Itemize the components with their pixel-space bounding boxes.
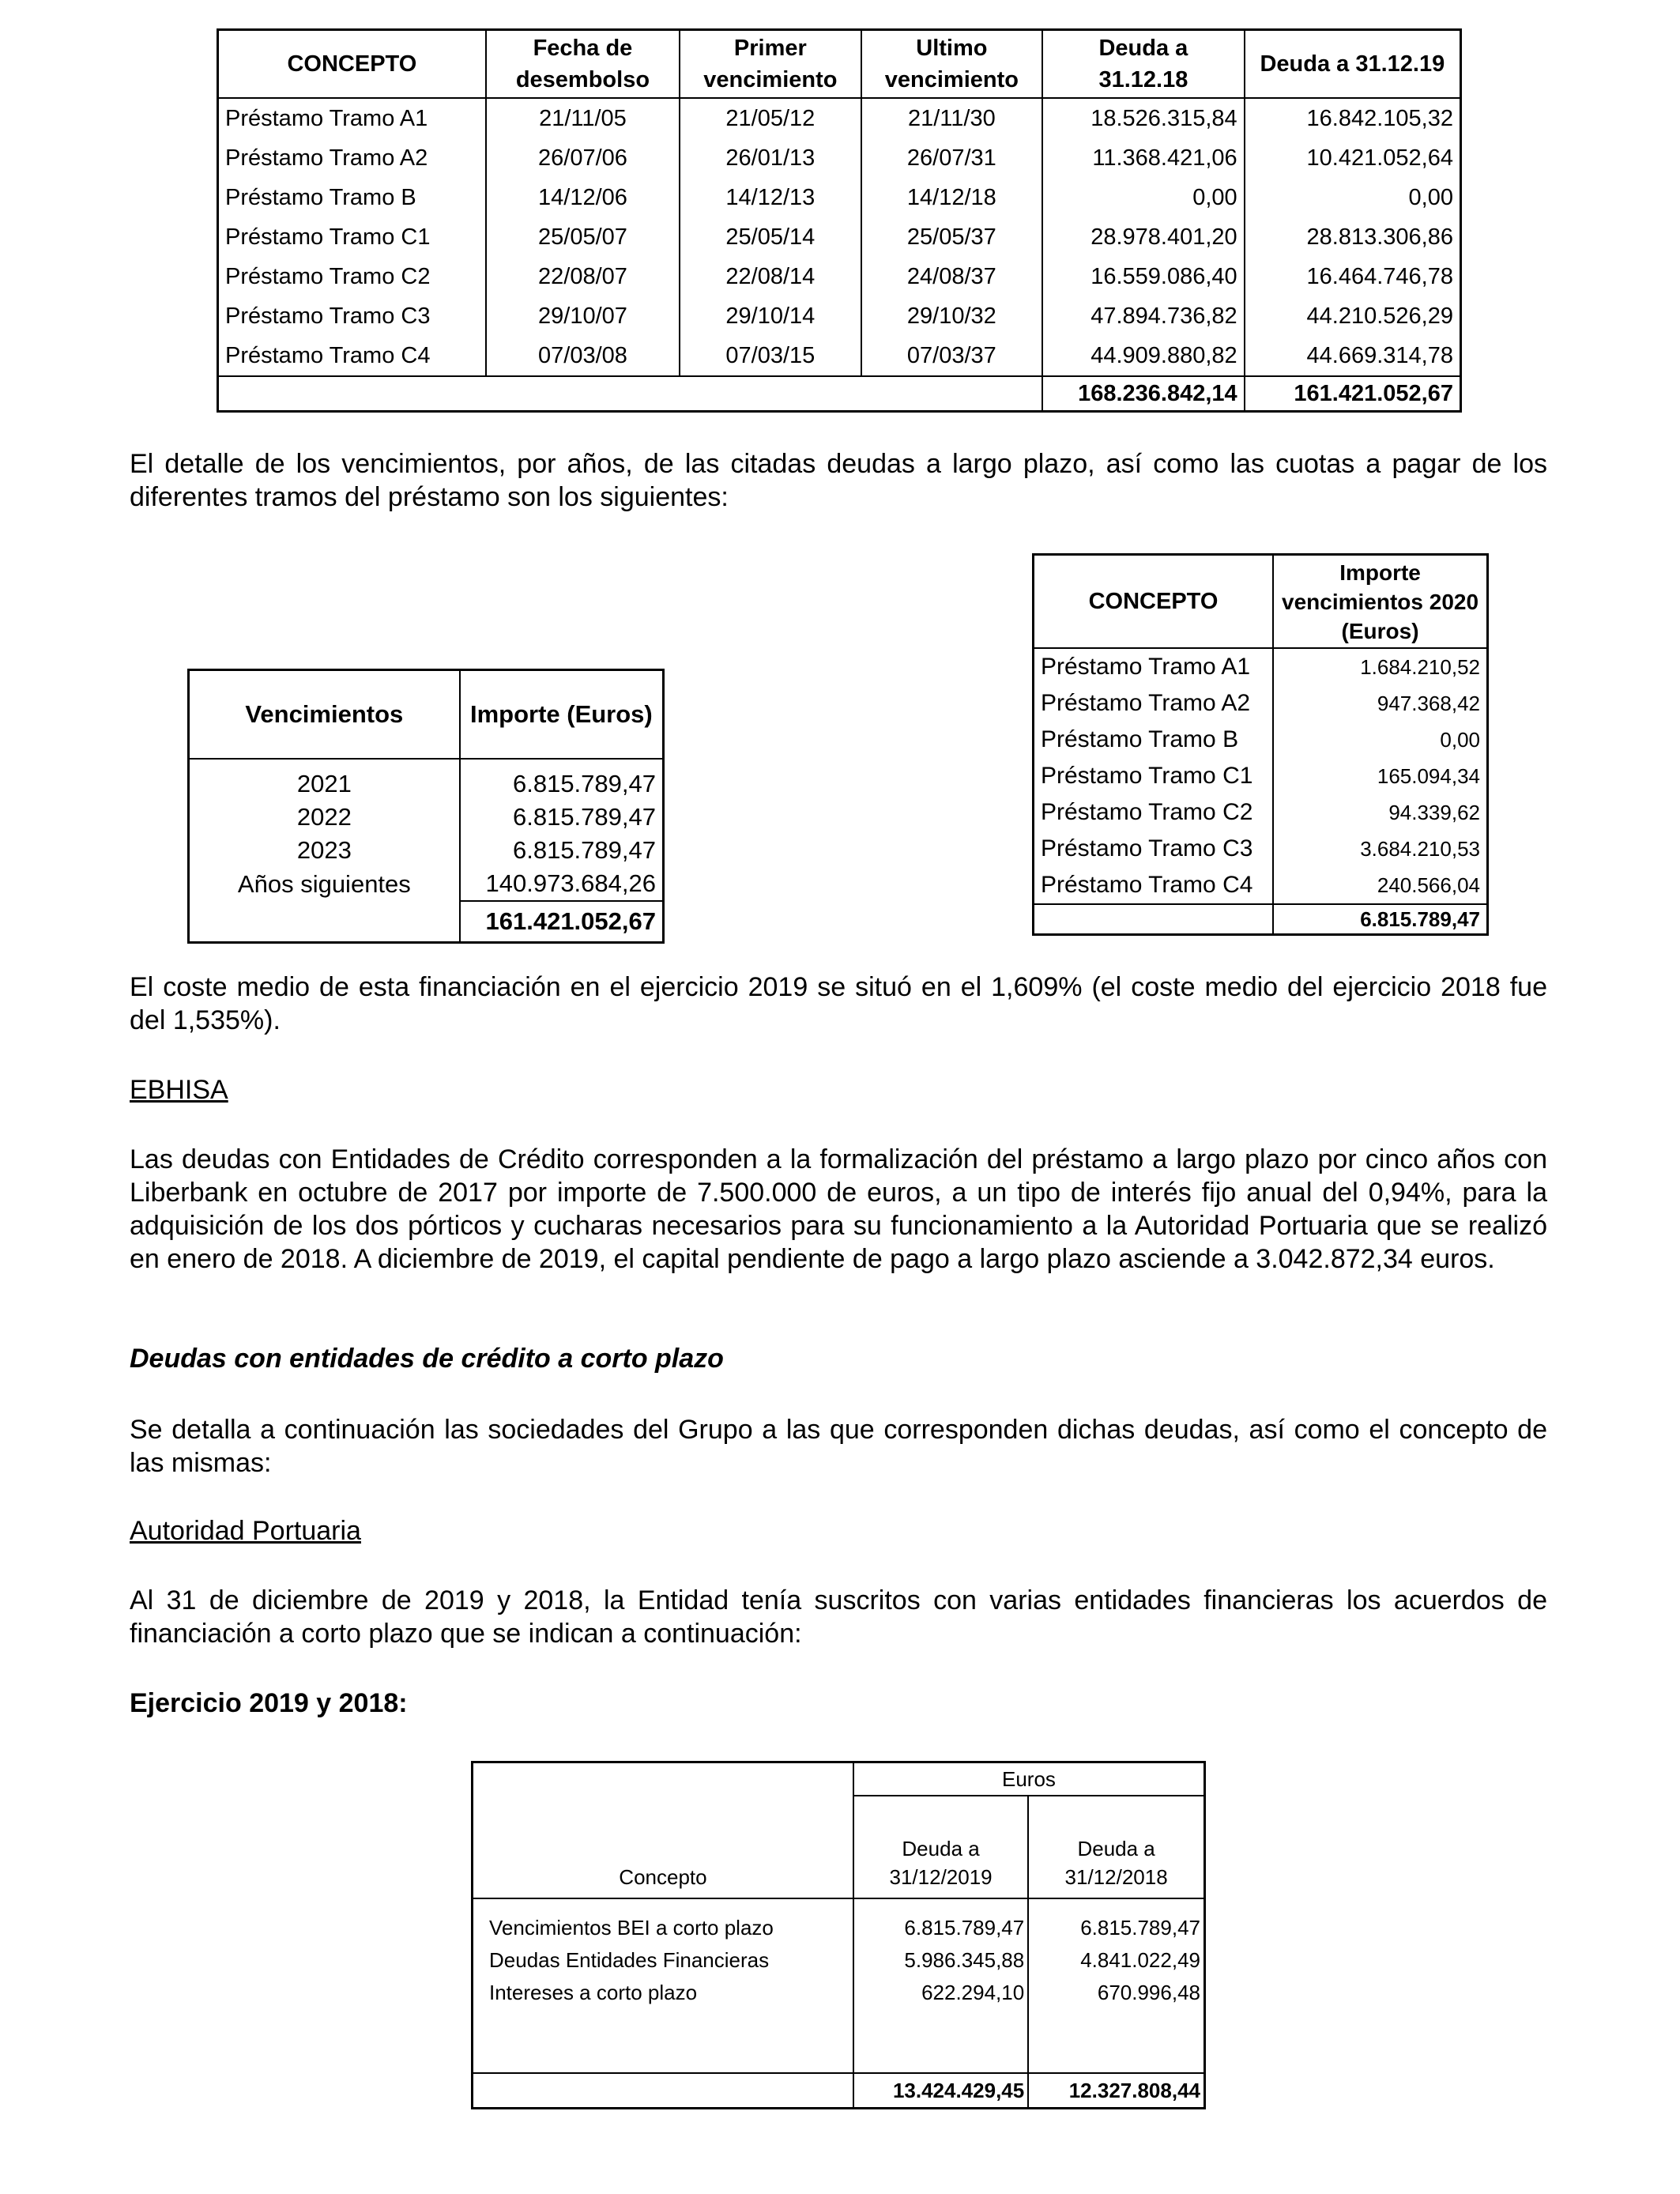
header-concepto: CONCEPTO bbox=[1034, 555, 1274, 649]
table-row bbox=[189, 801, 664, 834]
importe-2020-cell: 94.339,62 bbox=[1273, 794, 1487, 831]
corto-plazo-table bbox=[471, 1761, 1206, 2109]
ultimo-vencimiento-cell: 14/12/18 bbox=[861, 178, 1043, 217]
table-row bbox=[1034, 722, 1488, 758]
header-concepto: Concepto bbox=[473, 1762, 853, 1899]
concepto-cell: Préstamo Tramo B bbox=[218, 178, 486, 217]
table-row bbox=[218, 138, 1461, 178]
table-row bbox=[1034, 794, 1488, 831]
table-total-row bbox=[1034, 904, 1488, 935]
importe-2020-cell: 1.684.210,52 bbox=[1273, 648, 1487, 685]
ultimo-vencimiento-cell: 29/10/32 bbox=[861, 296, 1043, 336]
table-header-row bbox=[189, 670, 664, 760]
table-row bbox=[1034, 685, 1488, 722]
primer-vencimiento-cell: 14/12/13 bbox=[680, 178, 861, 217]
deuda-2019-cell: 0,00 bbox=[1245, 178, 1461, 217]
header-primer-vencimiento: Primer vencimiento bbox=[680, 30, 861, 99]
table-row bbox=[218, 296, 1461, 336]
deuda-2018-cell: 18.526.315,84 bbox=[1042, 98, 1245, 138]
concepto-cell: Préstamo Tramo A2 bbox=[218, 138, 486, 178]
concepto-cell: Vencimientos BEI a corto plazo bbox=[473, 1912, 853, 1944]
concepto-cell: Préstamo Tramo B bbox=[1034, 722, 1274, 758]
header-concepto: CONCEPTO bbox=[218, 30, 486, 99]
total-2019: 161.421.052,67 bbox=[1245, 376, 1461, 412]
header-deuda-2018: Deuda a 31/12/2018 bbox=[1028, 1796, 1204, 1898]
header-vencimientos: Vencimientos bbox=[189, 670, 460, 760]
header-ultimo-vencimiento: Ultimo vencimiento bbox=[861, 30, 1043, 99]
header-importe: Importe (Euros) bbox=[460, 670, 664, 760]
paragraph-ebhisa: Las deudas con Entidades de Crédito corresponden a la formalización del préstamo a largo plazo por cinco años con Liberbank en octubre de 2017 por importe de 7.500.000 de euros, a un tipo de interés fijo anual del 0,94%, para la adquisición de los dos pórticos y cucharas necesarios para su funcionamiento a la Autoridad Portuaria que se realizó en enero de 2018. A diciembre de 2019, el capital pendiente de pago a largo plazo asciende a 3.042.872,34 euros. bbox=[130, 1144, 1547, 1274]
table-header-row bbox=[1034, 555, 1488, 649]
fecha-desembolso-cell: 26/07/06 bbox=[486, 138, 680, 178]
paragraph-sociedades-grupo: Se detalla a continuación las sociedades del Grupo a las que corresponden dichas deudas, así como el concepto de las mismas: bbox=[130, 1415, 1547, 1478]
deuda-2019-cell: 44.669.314,78 bbox=[1245, 336, 1461, 376]
primer-vencimiento-cell: 26/01/13 bbox=[680, 138, 861, 178]
heading-deudas-corto-plazo: Deudas con entidades de crédito a corto plazo bbox=[130, 1344, 724, 1374]
deuda-2019-cell: 16.842.105,32 bbox=[1245, 98, 1461, 138]
header-deuda-2019: Deuda a 31.12.19 bbox=[1245, 30, 1461, 99]
header-deuda-2018: Deuda a 31.12.18 bbox=[1042, 30, 1245, 99]
ultimo-vencimiento-cell: 07/03/37 bbox=[861, 336, 1043, 376]
deuda-2018-cell: 670.996,48 bbox=[1028, 1977, 1204, 2009]
fecha-desembolso-cell: 29/10/07 bbox=[486, 296, 680, 336]
importe-cell: 6.815.789,47 bbox=[460, 801, 664, 834]
table-row bbox=[189, 759, 664, 801]
primer-vencimiento-cell: 07/03/15 bbox=[680, 336, 861, 376]
concepto-cell: Préstamo Tramo C4 bbox=[218, 336, 486, 376]
vencimiento-cell: 2023 bbox=[189, 834, 460, 867]
primer-vencimiento-cell: 21/05/12 bbox=[680, 98, 861, 138]
table-header-row bbox=[218, 30, 1461, 99]
table-row bbox=[473, 1944, 1205, 1977]
importe-2020-cell: 3.684.210,53 bbox=[1273, 831, 1487, 867]
importe-cell: 6.815.789,47 bbox=[460, 834, 664, 867]
concepto-cell: Préstamo Tramo C3 bbox=[218, 296, 486, 336]
fecha-desembolso-cell: 07/03/08 bbox=[486, 336, 680, 376]
deuda-2018-cell: 0,00 bbox=[1042, 178, 1245, 217]
table-row bbox=[218, 257, 1461, 296]
fecha-desembolso-cell: 22/08/07 bbox=[486, 257, 680, 296]
header-deuda-2019: Deuda a 31/12/2019 bbox=[853, 1796, 1028, 1898]
importe-2020-cell: 165.094,34 bbox=[1273, 758, 1487, 794]
deuda-2018-cell: 4.841.022,49 bbox=[1028, 1944, 1204, 1977]
deuda-2019-cell: 622.294,10 bbox=[853, 1977, 1028, 2009]
concepto-cell: Préstamo Tramo C4 bbox=[1034, 867, 1274, 904]
deuda-2019-cell: 16.464.746,78 bbox=[1245, 257, 1461, 296]
table-row bbox=[189, 867, 664, 901]
importe-2020-cell: 0,00 bbox=[1273, 722, 1487, 758]
ultimo-vencimiento-cell: 24/08/37 bbox=[861, 257, 1043, 296]
heading-ejercicio: Ejercicio 2019 y 2018: bbox=[130, 1688, 408, 1718]
heading-ebhisa: EBHISA bbox=[130, 1075, 228, 1105]
deuda-2019-cell: 5.986.345,88 bbox=[853, 1944, 1028, 1977]
loan-tranches-table bbox=[217, 28, 1462, 413]
table-row bbox=[473, 1977, 1205, 2009]
deuda-2018-cell: 11.368.421,06 bbox=[1042, 138, 1245, 178]
concepto-cell: Préstamo Tramo A2 bbox=[1034, 685, 1274, 722]
deuda-2018-cell: 16.559.086,40 bbox=[1042, 257, 1245, 296]
table-row bbox=[473, 1912, 1205, 1944]
importe-cell: 6.815.789,47 bbox=[460, 759, 664, 801]
ultimo-vencimiento-cell: 21/11/30 bbox=[861, 98, 1043, 138]
paragraph-detalle-vencimientos: El detalle de los vencimientos, por años, de las citadas deudas a largo plazo, así como las cuotas a pagar de los diferentes tramos del préstamo son los siguientes: bbox=[130, 449, 1547, 512]
concepto-cell: Deudas Entidades Financieras bbox=[473, 1944, 853, 1977]
vencimiento-cell: 2022 bbox=[189, 801, 460, 834]
paragraph-acuerdos-financiacion: Al 31 de diciembre de 2019 y 2018, la Entidad tenía suscritos con varias entidades financieras los acuerdos de financiación a corto plazo que se indican a continuación: bbox=[130, 1585, 1547, 1649]
concepto-cell: Préstamo Tramo A1 bbox=[1034, 648, 1274, 685]
total-2018: 168.236.842,14 bbox=[1042, 376, 1245, 412]
deuda-2018-cell: 47.894.736,82 bbox=[1042, 296, 1245, 336]
concepto-cell: Préstamo Tramo C1 bbox=[1034, 758, 1274, 794]
vencimientos-2020-table bbox=[1032, 553, 1489, 936]
concepto-cell: Préstamo Tramo C3 bbox=[1034, 831, 1274, 867]
table-row bbox=[1034, 831, 1488, 867]
deuda-2019-cell: 10.421.052,64 bbox=[1245, 138, 1461, 178]
importe-2020-cell: 240.566,04 bbox=[1273, 867, 1487, 904]
table-row bbox=[1034, 867, 1488, 904]
deuda-2019-cell: 44.210.526,29 bbox=[1245, 296, 1461, 336]
deuda-2018-cell: 6.815.789,47 bbox=[1028, 1912, 1204, 1944]
fecha-desembolso-cell: 14/12/06 bbox=[486, 178, 680, 217]
deuda-2019-cell: 6.815.789,47 bbox=[853, 1912, 1028, 1944]
table-total-row bbox=[473, 2073, 1205, 2109]
total-2019: 13.424.429,45 bbox=[853, 2073, 1028, 2109]
total-2018: 12.327.808,44 bbox=[1028, 2073, 1204, 2109]
concepto-cell: Préstamo Tramo C2 bbox=[218, 257, 486, 296]
primer-vencimiento-cell: 29/10/14 bbox=[680, 296, 861, 336]
concepto-cell: Préstamo Tramo A1 bbox=[218, 98, 486, 138]
importe-cell: 140.973.684,26 bbox=[460, 867, 664, 901]
total-importe: 161.421.052,67 bbox=[460, 901, 664, 943]
deuda-2018-cell: 28.978.401,20 bbox=[1042, 217, 1245, 257]
table-row bbox=[1034, 648, 1488, 685]
deuda-2018-cell: 44.909.880,82 bbox=[1042, 336, 1245, 376]
vencimientos-table bbox=[187, 669, 665, 944]
primer-vencimiento-cell: 22/08/14 bbox=[680, 257, 861, 296]
total-importe-2020: 6.815.789,47 bbox=[1273, 904, 1487, 935]
primer-vencimiento-cell: 25/05/14 bbox=[680, 217, 861, 257]
table-row bbox=[189, 834, 664, 867]
fecha-desembolso-cell: 21/11/05 bbox=[486, 98, 680, 138]
table-row bbox=[218, 336, 1461, 376]
ultimo-vencimiento-cell: 26/07/31 bbox=[861, 138, 1043, 178]
vencimiento-cell: 2021 bbox=[189, 759, 460, 801]
concepto-cell: Intereses a corto plazo bbox=[473, 1977, 853, 2009]
table-total-row bbox=[189, 901, 664, 943]
fecha-desembolso-cell: 25/05/07 bbox=[486, 217, 680, 257]
ultimo-vencimiento-cell: 25/05/37 bbox=[861, 217, 1043, 257]
concepto-cell: Préstamo Tramo C1 bbox=[218, 217, 486, 257]
importe-2020-cell: 947.368,42 bbox=[1273, 685, 1487, 722]
table-total-row bbox=[218, 376, 1461, 412]
paragraph-coste-medio: El coste medio de esta financiación en el ejercicio 2019 se situó en el 1,609% (el coste medio del ejercicio 2018 fue del 1,535%). bbox=[130, 972, 1547, 1035]
header-importe-2020: Importe vencimientos 2020 (Euros) bbox=[1273, 555, 1487, 649]
table-row bbox=[1034, 758, 1488, 794]
header-euros: Euros bbox=[853, 1762, 1205, 1796]
table-row bbox=[218, 217, 1461, 257]
header-fecha-desembolso: Fecha de desembolso bbox=[486, 30, 680, 99]
concepto-cell: Préstamo Tramo C2 bbox=[1034, 794, 1274, 831]
vencimiento-cell: Años siguientes bbox=[189, 867, 460, 901]
table-row bbox=[218, 178, 1461, 217]
deuda-2019-cell: 28.813.306,86 bbox=[1245, 217, 1461, 257]
heading-autoridad-portuaria: Autoridad Portuaria bbox=[130, 1516, 361, 1546]
table-row bbox=[218, 98, 1461, 138]
